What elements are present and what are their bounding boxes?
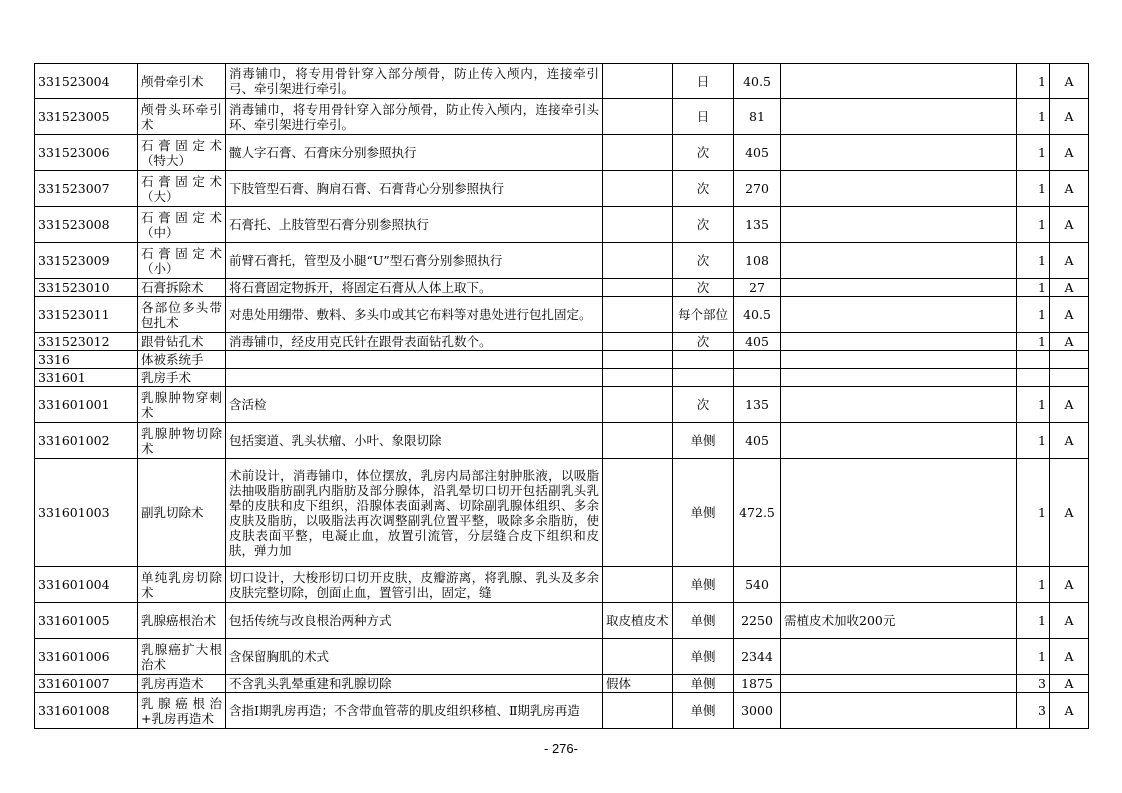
cell-name: 体被系统手 <box>138 351 226 369</box>
cell-unit: 次 <box>673 135 734 171</box>
cell-name: 颅骨牵引术 <box>138 64 226 99</box>
cell-note: 需植皮术加收200元 <box>781 603 1017 639</box>
table-row <box>35 639 1089 675</box>
cell-price: 27 <box>734 279 781 297</box>
cell-price: 81 <box>734 99 781 135</box>
cell-name: 乳腺癌根治+乳房再造术 <box>138 693 226 729</box>
cell-excluded <box>603 423 673 459</box>
cell-content: 含活检 <box>226 387 603 423</box>
cell-note <box>781 351 1017 369</box>
cell-unit: 单侧 <box>673 423 734 459</box>
cell-code: 331523008 <box>35 207 138 243</box>
cell-class: A <box>1050 693 1089 729</box>
cell-unit: 每个部位 <box>673 297 734 333</box>
cell-note <box>781 297 1017 333</box>
cell-note <box>781 171 1017 207</box>
table-row <box>35 333 1089 351</box>
cell-level: 1 <box>1017 639 1050 675</box>
cell-excluded <box>603 351 673 369</box>
cell-note <box>781 387 1017 423</box>
cell-unit: 单侧 <box>673 567 734 603</box>
cell-content: 不含乳头乳晕重建和乳腺切除 <box>226 675 603 693</box>
cell-excluded <box>603 639 673 675</box>
cell-content: 包括窦道、乳头状瘤、小叶、象限切除 <box>226 423 603 459</box>
cell-class: A <box>1050 99 1089 135</box>
cell-price: 40.5 <box>734 64 781 99</box>
cell-code: 3316 <box>35 351 138 369</box>
cell-level <box>1017 369 1050 387</box>
cell-class: A <box>1050 64 1089 99</box>
cell-price: 2250 <box>734 603 781 639</box>
cell-level: 1 <box>1017 243 1050 279</box>
cell-name: 跟骨钻孔术 <box>138 333 226 351</box>
cell-note <box>781 64 1017 99</box>
cell-content: 将石膏固定物拆开，将固定石膏从人体上取下。 <box>226 279 603 297</box>
table-row <box>35 279 1089 297</box>
cell-name: 单纯乳房切除术 <box>138 567 226 603</box>
cell-excluded: 取皮植皮术 <box>603 603 673 639</box>
cell-note <box>781 567 1017 603</box>
cell-code: 331523011 <box>35 297 138 333</box>
cell-content: 消毒铺巾，将专用骨针穿入部分颅骨，防止传入颅内，连接牵引头环、牵引架进行牵引。 <box>226 99 603 135</box>
cell-code: 331601001 <box>35 387 138 423</box>
cell-excluded <box>603 279 673 297</box>
cell-excluded <box>603 693 673 729</box>
cell-unit: 单侧 <box>673 639 734 675</box>
cell-name: 石膏拆除术 <box>138 279 226 297</box>
cell-price: 405 <box>734 333 781 351</box>
cell-code: 331523009 <box>35 243 138 279</box>
cell-name: 颅骨头环牵引术 <box>138 99 226 135</box>
cell-level: 1 <box>1017 297 1050 333</box>
cell-level: 1 <box>1017 171 1050 207</box>
cell-content: 石膏托、上肢管型石膏分别参照执行 <box>226 207 603 243</box>
cell-price: 540 <box>734 567 781 603</box>
cell-content <box>226 351 603 369</box>
cell-level: 1 <box>1017 64 1050 99</box>
cell-class: A <box>1050 675 1089 693</box>
cell-content: 对患处用绷带、敷料、多头巾或其它布料等对患处进行包扎固定。 <box>226 297 603 333</box>
cell-unit: 次 <box>673 171 734 207</box>
cell-price: 2344 <box>734 639 781 675</box>
cell-class: A <box>1050 243 1089 279</box>
cell-level: 1 <box>1017 567 1050 603</box>
cell-level: 1 <box>1017 423 1050 459</box>
cell-class: A <box>1050 423 1089 459</box>
cell-name: 乳腺肿物切除术 <box>138 423 226 459</box>
cell-note <box>781 459 1017 567</box>
price-table <box>34 63 1089 729</box>
cell-class: A <box>1050 279 1089 297</box>
cell-class: A <box>1050 135 1089 171</box>
cell-level: 1 <box>1017 333 1050 351</box>
cell-code: 331601002 <box>35 423 138 459</box>
cell-code: 331601004 <box>35 567 138 603</box>
table-row <box>35 351 1089 369</box>
cell-name: 石膏固定术（大） <box>138 171 226 207</box>
cell-name: 乳房手术 <box>138 369 226 387</box>
cell-note <box>781 675 1017 693</box>
cell-excluded <box>603 387 673 423</box>
cell-excluded <box>603 567 673 603</box>
cell-price: 108 <box>734 243 781 279</box>
cell-price: 135 <box>734 387 781 423</box>
cell-price: 405 <box>734 135 781 171</box>
cell-note <box>781 693 1017 729</box>
cell-price <box>734 369 781 387</box>
table-row <box>35 675 1089 693</box>
cell-excluded <box>603 459 673 567</box>
cell-price <box>734 351 781 369</box>
cell-code: 331601008 <box>35 693 138 729</box>
table-row <box>35 603 1089 639</box>
cell-name: 乳腺肿物穿刺术 <box>138 387 226 423</box>
cell-unit: 单侧 <box>673 675 734 693</box>
table-row <box>35 207 1089 243</box>
cell-level: 3 <box>1017 675 1050 693</box>
cell-excluded: 假体 <box>603 675 673 693</box>
cell-unit <box>673 369 734 387</box>
cell-name: 石膏固定术（特大） <box>138 135 226 171</box>
cell-note <box>781 333 1017 351</box>
table-row <box>35 387 1089 423</box>
cell-code: 331601005 <box>35 603 138 639</box>
cell-code: 331523012 <box>35 333 138 351</box>
page-number: - 276- <box>544 741 578 756</box>
cell-excluded <box>603 243 673 279</box>
table-body <box>35 64 1089 729</box>
cell-name: 乳房再造术 <box>138 675 226 693</box>
cell-name: 乳腺癌扩大根治术 <box>138 639 226 675</box>
cell-class: A <box>1050 459 1089 567</box>
cell-class: A <box>1050 333 1089 351</box>
table-row <box>35 423 1089 459</box>
cell-price: 1875 <box>734 675 781 693</box>
cell-unit: 日 <box>673 99 734 135</box>
cell-content: 消毒铺巾，将专用骨针穿入部分颅骨，防止传入颅内，连接牵引弓、牵引架进行牵引。 <box>226 64 603 99</box>
cell-note <box>781 423 1017 459</box>
table-row <box>35 64 1089 99</box>
cell-code: 331601 <box>35 369 138 387</box>
cell-class: A <box>1050 567 1089 603</box>
cell-excluded <box>603 99 673 135</box>
table-row <box>35 297 1089 333</box>
cell-content: 切口设计，大梭形切口切开皮肤，皮瓣游离，将乳腺、乳头及多余皮肤完整切除，创面止血，置管引出，固定，缝 <box>226 567 603 603</box>
cell-content: 髋人字石膏、石膏床分别参照执行 <box>226 135 603 171</box>
cell-code: 331523006 <box>35 135 138 171</box>
cell-class: A <box>1050 603 1089 639</box>
cell-content: 含指Ⅰ期乳房再造；不含带血管蒂的肌皮组织移植、Ⅱ期乳房再造 <box>226 693 603 729</box>
cell-content: 消毒铺巾，经皮用克氏针在跟骨表面钻孔数个。 <box>226 333 603 351</box>
cell-price: 472.5 <box>734 459 781 567</box>
cell-name: 各部位多头带包扎术 <box>138 297 226 333</box>
table-row <box>35 99 1089 135</box>
cell-unit: 单侧 <box>673 459 734 567</box>
cell-note <box>781 243 1017 279</box>
cell-code: 331523004 <box>35 64 138 99</box>
cell-unit: 次 <box>673 243 734 279</box>
cell-price: 3000 <box>734 693 781 729</box>
cell-name: 石膏固定术（小） <box>138 243 226 279</box>
cell-code: 331601003 <box>35 459 138 567</box>
cell-price: 135 <box>734 207 781 243</box>
cell-class: A <box>1050 171 1089 207</box>
cell-unit: 次 <box>673 387 734 423</box>
cell-level <box>1017 351 1050 369</box>
table-row <box>35 567 1089 603</box>
table-row <box>35 693 1089 729</box>
table-row <box>35 171 1089 207</box>
cell-content: 下肢管型石膏、胸肩石膏、石膏背心分别参照执行 <box>226 171 603 207</box>
cell-unit: 次 <box>673 207 734 243</box>
cell-note <box>781 369 1017 387</box>
cell-unit: 单侧 <box>673 603 734 639</box>
cell-content <box>226 369 603 387</box>
cell-note <box>781 639 1017 675</box>
cell-class: A <box>1050 207 1089 243</box>
cell-class: A <box>1050 387 1089 423</box>
cell-name: 副乳切除术 <box>138 459 226 567</box>
cell-level: 1 <box>1017 603 1050 639</box>
cell-unit: 日 <box>673 64 734 99</box>
cell-class <box>1050 351 1089 369</box>
cell-unit: 次 <box>673 333 734 351</box>
cell-class: A <box>1050 297 1089 333</box>
cell-excluded <box>603 135 673 171</box>
cell-content: 含保留胸肌的术式 <box>226 639 603 675</box>
cell-name: 石膏固定术（中） <box>138 207 226 243</box>
cell-price: 405 <box>734 423 781 459</box>
cell-level: 1 <box>1017 459 1050 567</box>
cell-price: 40.5 <box>734 297 781 333</box>
cell-level: 1 <box>1017 99 1050 135</box>
cell-code: 331601007 <box>35 675 138 693</box>
cell-unit <box>673 351 734 369</box>
cell-excluded <box>603 171 673 207</box>
cell-name: 乳腺癌根治术 <box>138 603 226 639</box>
cell-excluded <box>603 207 673 243</box>
cell-content: 包括传统与改良根治两种方式 <box>226 603 603 639</box>
cell-note <box>781 279 1017 297</box>
table-row <box>35 243 1089 279</box>
cell-excluded <box>603 333 673 351</box>
cell-content: 术前设计，消毒铺巾，体位摆放，乳房内局部注射肿胀液，以吸脂法抽吸脂肪副乳内脂肪及部分腺体，沿乳晕切口切开包括副乳头乳晕的皮肤和皮下组织，沿腺体表面剥离、切除副乳腺体组织、多余皮肤及脂肪，以吸脂法再次调整副乳位置平整，吸除多余脂肪，使皮肤表面平整，电凝止血，放置引流管，分层缝合皮下组织和皮肤，弹力加 <box>226 459 603 567</box>
cell-code: 331601006 <box>35 639 138 675</box>
cell-class: A <box>1050 639 1089 675</box>
cell-note <box>781 135 1017 171</box>
table-row <box>35 459 1089 567</box>
cell-note <box>781 207 1017 243</box>
cell-code: 331523007 <box>35 171 138 207</box>
cell-level: 3 <box>1017 693 1050 729</box>
cell-code: 331523005 <box>35 99 138 135</box>
cell-excluded <box>603 369 673 387</box>
cell-level: 1 <box>1017 387 1050 423</box>
cell-unit: 次 <box>673 279 734 297</box>
cell-excluded <box>603 297 673 333</box>
cell-note <box>781 99 1017 135</box>
cell-class <box>1050 369 1089 387</box>
cell-level: 1 <box>1017 207 1050 243</box>
cell-price: 270 <box>734 171 781 207</box>
table-row <box>35 135 1089 171</box>
table-row <box>35 369 1089 387</box>
cell-level: 1 <box>1017 135 1050 171</box>
cell-excluded <box>603 64 673 99</box>
cell-content: 前臂石膏托，管型及小腿“U”型石膏分别参照执行 <box>226 243 603 279</box>
cell-code: 331523010 <box>35 279 138 297</box>
cell-level: 1 <box>1017 279 1050 297</box>
cell-unit: 单侧 <box>673 693 734 729</box>
